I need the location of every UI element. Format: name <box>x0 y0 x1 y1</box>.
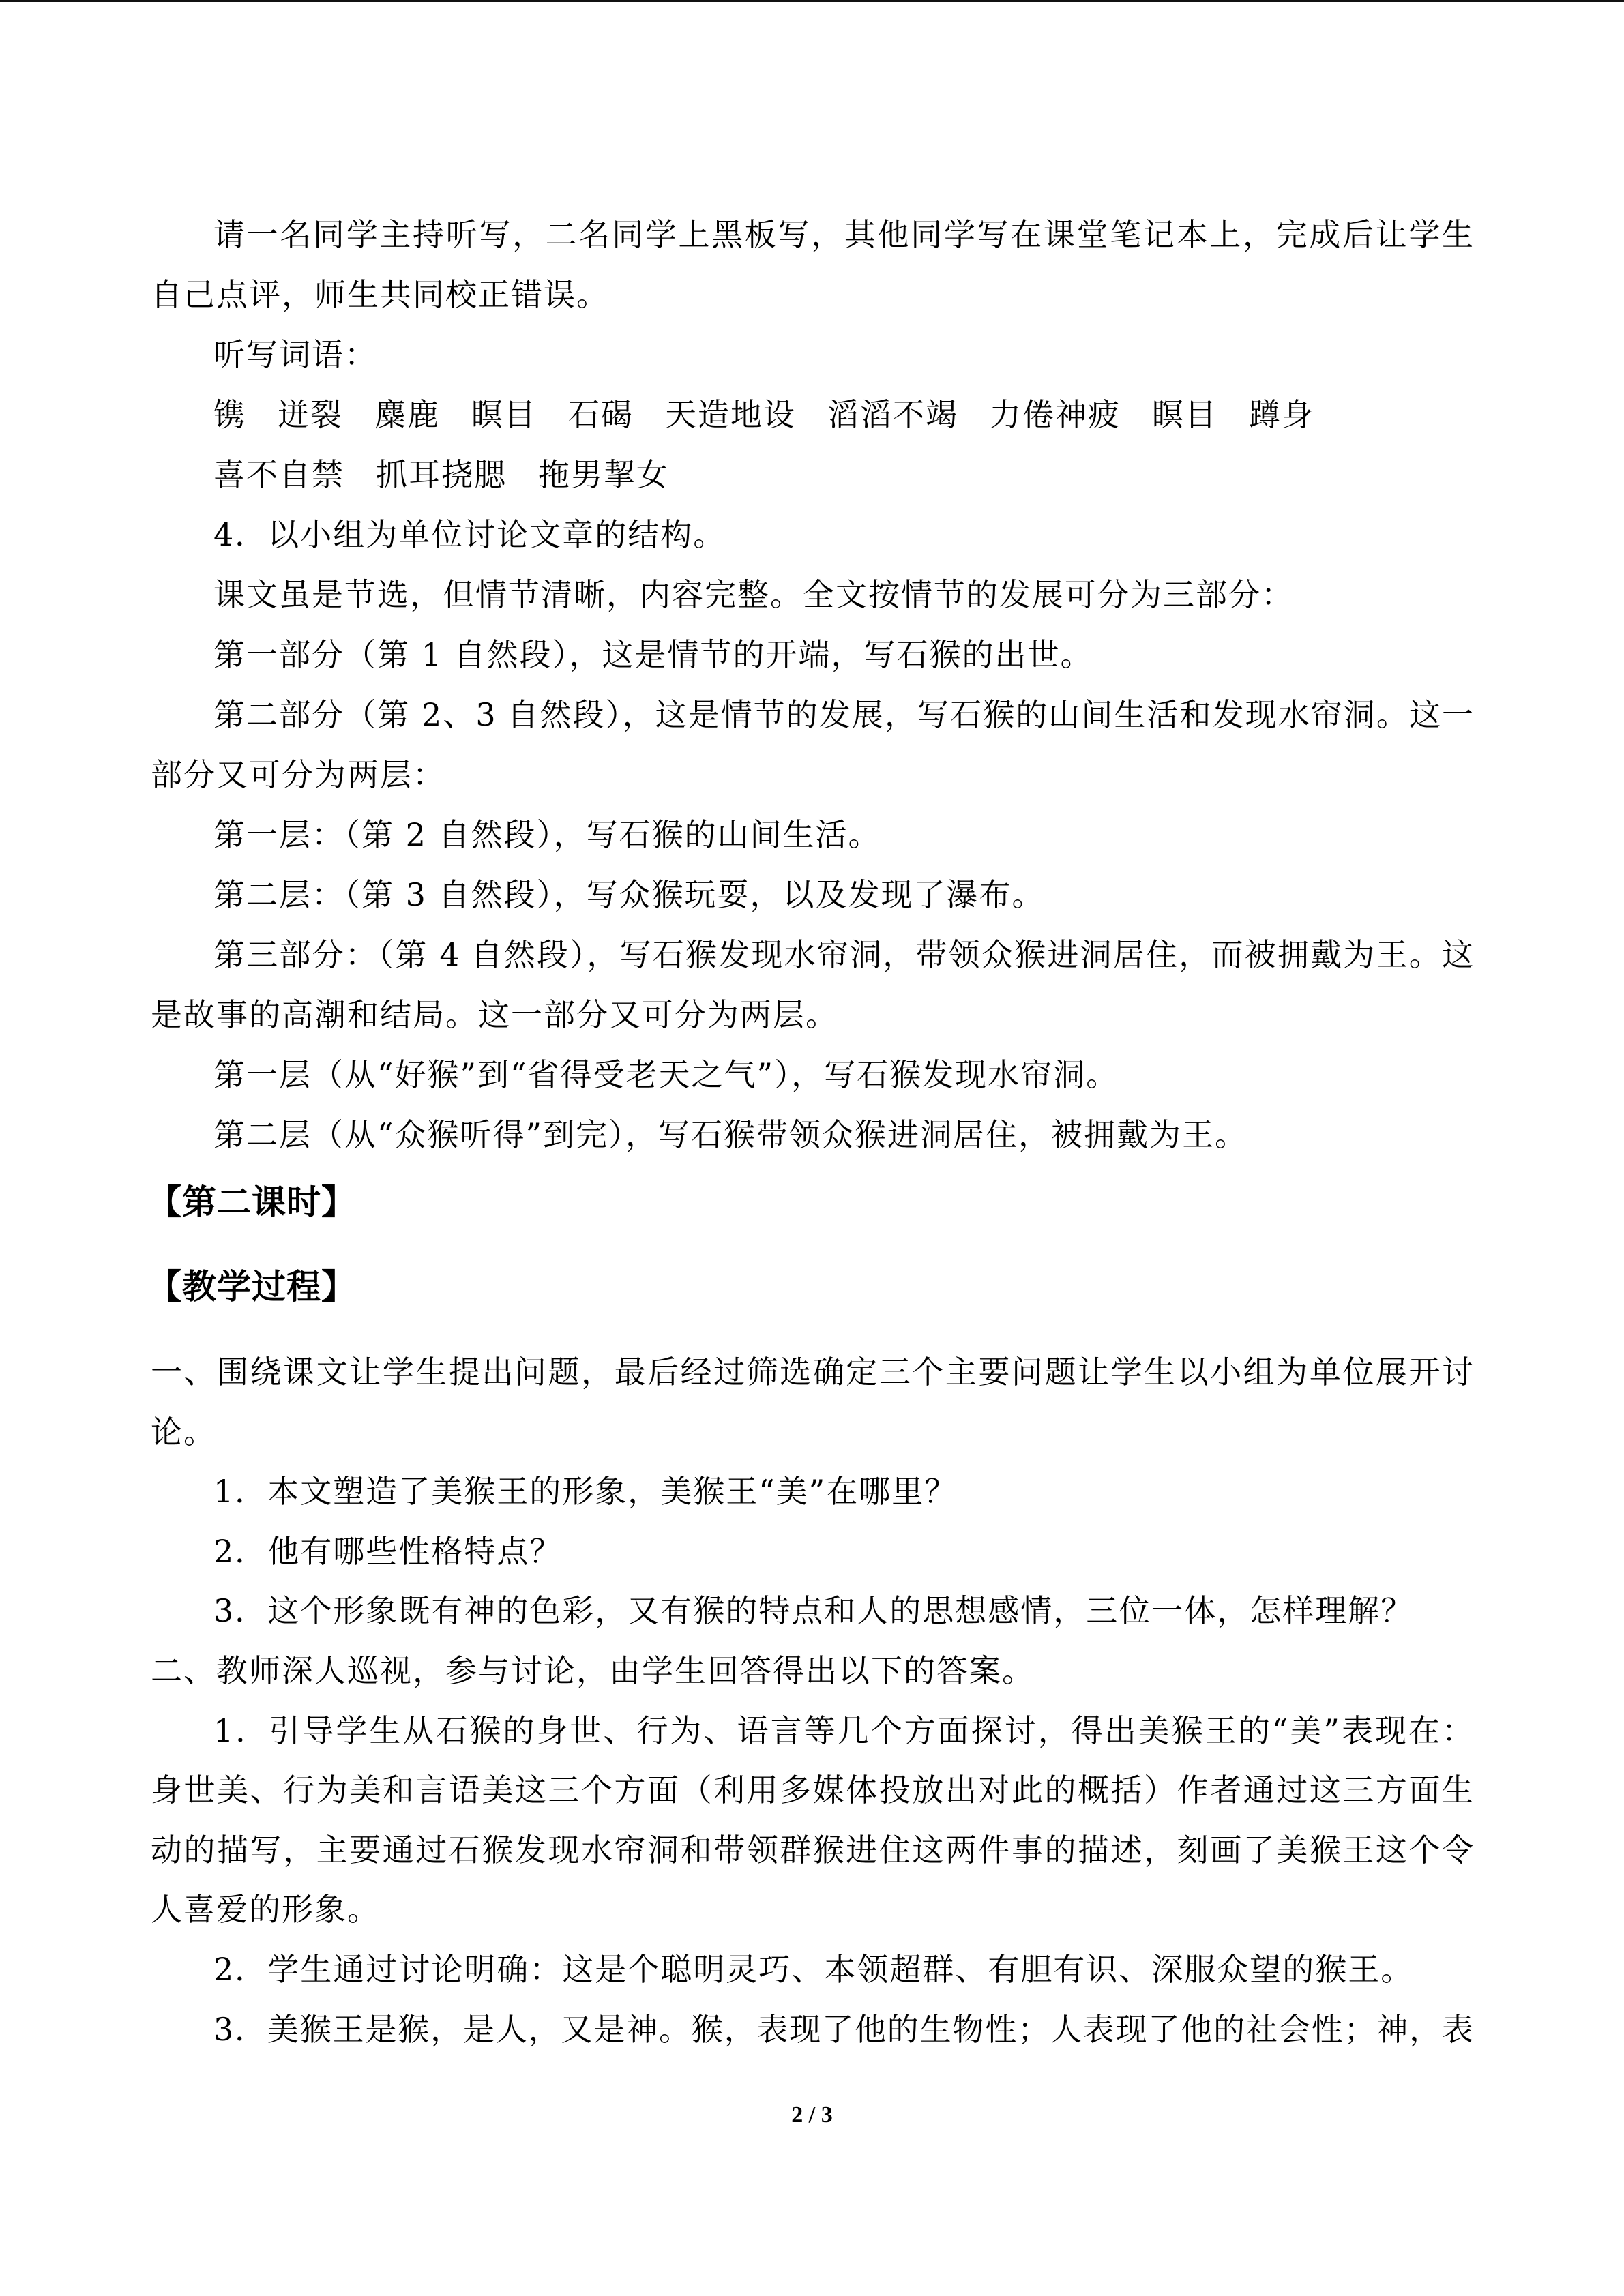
vocab-word: 迸裂 <box>278 396 343 433</box>
discussion-question: 1．本文塑造了美猴王的形象，美猴王“美”在哪里？ <box>213 1473 958 1510</box>
vocab-word: 喜不自禁 <box>213 456 344 493</box>
structure-task: 4．以小组为单位讨论文章的结构。 <box>213 516 726 553</box>
structure-part-three: 第三部分：（第 4 自然段），写石猴发现水帘洞，带领众猴进洞居住，而被拥戴为王。这 <box>213 936 1473 973</box>
dictation-instruction-line: 请一名同学主持听写，二名同学上黑板写，其他同学写在课堂笔记本上，完成后让学生 <box>213 216 1473 253</box>
vocab-word: 瞑目 <box>471 396 537 433</box>
vocab-word: 滔滔不竭 <box>827 396 958 433</box>
teaching-process-heading: 【教学过程】 <box>147 1267 356 1307</box>
lesson-two-heading: 【第二课时】 <box>147 1182 356 1222</box>
dictation-instruction-line: 自己点评，师生共同校正错误。 <box>151 276 609 313</box>
process-step-one: 论。 <box>151 1414 216 1450</box>
vocab-word: 石碣 <box>568 396 634 433</box>
process-step-one: 一、围绕课文让学生提出问题，最后经过筛选确定三个主要问题让学生以小组为单位展开讨 <box>151 1354 1473 1390</box>
discussion-question: 2．他有哪些性格特点？ <box>213 1533 563 1570</box>
discussion-question: 3．这个形象既有神的色彩，又有猴的特点和人的思想感情，三位一体，怎样理解？ <box>213 1592 1414 1629</box>
vocab-word: 蹲身 <box>1249 396 1314 433</box>
structure-part-one: 第一部分（第 1 自然段），这是情节的开端，写石猴的出世。 <box>213 636 1093 673</box>
part-two-layer-one: 第一层：（第 2 自然段），写石猴的山间生活。 <box>213 816 881 853</box>
answer-one-line: 1．引导学生从石猴的身世、行为、语言等几个方面探讨，得出美猴王的“美”表现在： <box>213 1712 1473 1749</box>
structure-part-two: 第二部分（第 2、3 自然段），这是情节的发展，写石猴的山间生活和发现水帘洞。这一 <box>213 696 1473 733</box>
answer-one-line: 身世美、行为美和言语美这三个方面（利用多媒体投放出对此的概括）作者通过这三方面生 <box>151 1772 1473 1808</box>
vocab-word: 镌 <box>213 396 246 433</box>
vocab-word: 抓耳挠腮 <box>376 456 507 493</box>
vocab-word: 麋鹿 <box>374 396 440 433</box>
part-three-layer-two: 第二层（从“众猴听得”到完），写石猴带领众猴进洞居住，被拥戴为王。 <box>213 1116 1248 1153</box>
vocab-row <box>213 454 700 495</box>
process-step-two: 二、教师深人巡视，参与讨论，由学生回答得出以下的答案。 <box>151 1652 1035 1689</box>
structure-part-three: 是故事的高潮和结局。这一部分又可分为两层。 <box>151 996 838 1033</box>
vocab-word: 瞑目 <box>1152 396 1217 433</box>
part-three-layer-one: 第一层（从“好猴”到“省得受老天之气”），写石猴发现水帘洞。 <box>213 1056 1119 1093</box>
vocab-word: 力倦神疲 <box>990 396 1121 433</box>
part-two-layer-two: 第二层：（第 3 自然段），写众猴玩耍，以及发现了瀑布。 <box>213 876 1045 913</box>
structure-intro: 课文虽是节选，但情节清晰，内容完整。全文按情节的发展可分为三部分： <box>213 576 1294 613</box>
page-top-edge <box>0 0 1624 2</box>
vocab-word: 天造地设 <box>665 396 796 433</box>
answer-three: 3．美猴王是猴，是人，又是神。猴，表现了他的生物性；人表现了他的社会性；神，表 <box>213 2011 1473 2048</box>
structure-part-two: 部分又可分为两层： <box>151 756 445 793</box>
answer-one-line: 动的描写，主要通过石猴发现水帘洞和带领群猴进住这两件事的描述，刻画了美猴王这个令 <box>151 1832 1473 1868</box>
answer-one-line: 人喜爱的形象。 <box>151 1891 380 1928</box>
answer-two: 2．学生通过讨论明确：这是个聪明灵巧、本领超群、有胆有识、深服众望的猴王。 <box>213 1951 1414 1988</box>
vocab-word: 拖男挈女 <box>538 456 669 493</box>
page-number: 2 / 3 <box>791 2102 833 2128</box>
vocab-row <box>213 394 1346 435</box>
vocab-label: 听写词语： <box>213 336 377 373</box>
